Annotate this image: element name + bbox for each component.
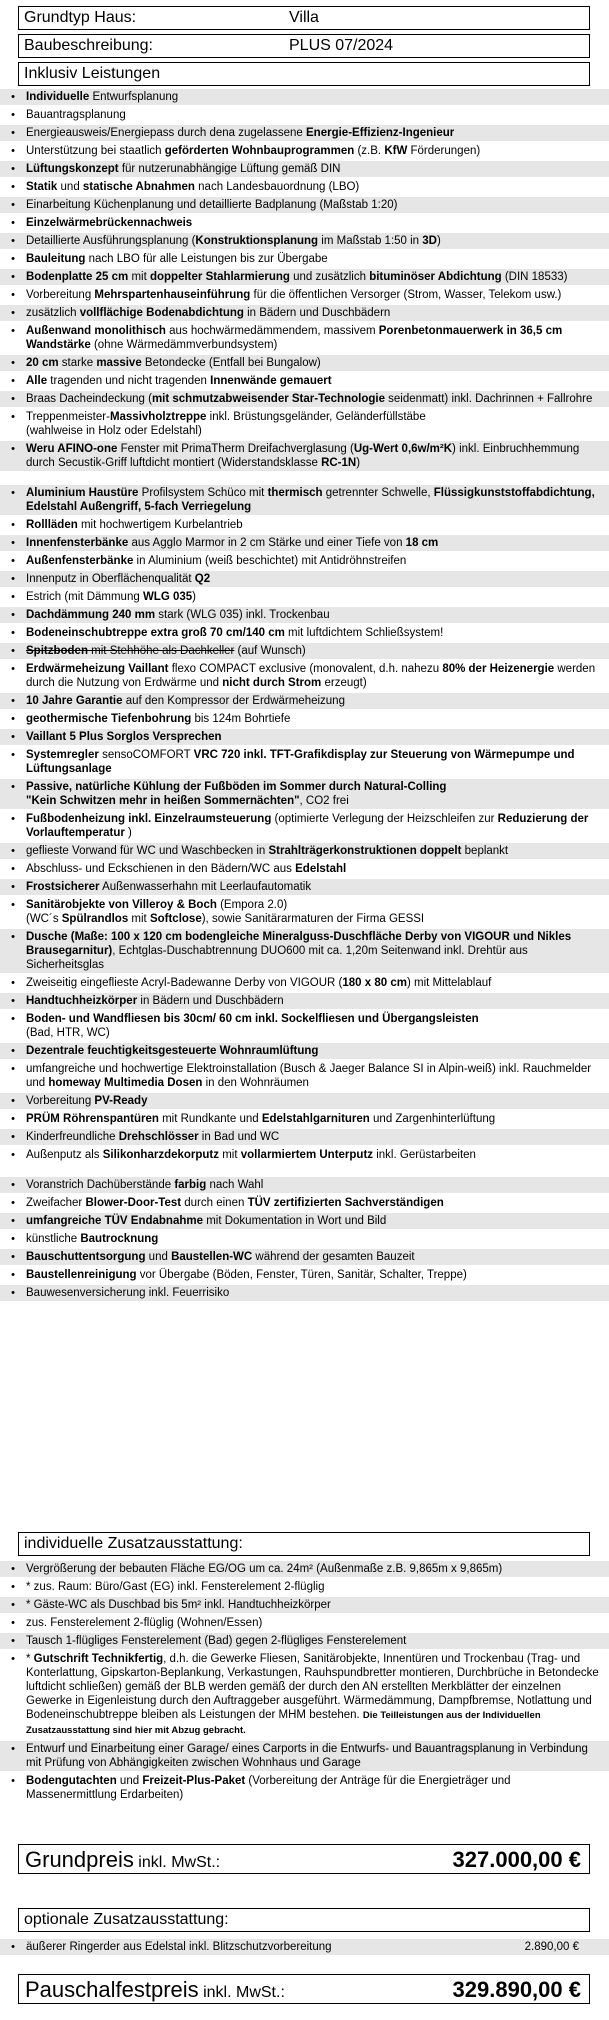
list-item-text: Bodeneinschubtreppe extra groß 70 cm/140 cm mit luftdichtem Schließsystem! (26, 627, 444, 639)
list-item (0, 693, 609, 711)
list-item-text: künstliche Bautrocknung (26, 1233, 159, 1245)
grundtyp-value: Villa (289, 9, 319, 26)
bullet-icon: • (11, 977, 15, 989)
list-item-text: Statik und statische Abnahmen nach Landesbauordnung (LBO) (26, 181, 360, 193)
list-item (0, 589, 609, 607)
list-item-text: umfangreiche TÜV Endabnahme mit Dokumentation in Wort und Bild (26, 1215, 387, 1227)
list-item-text: * Gäste-WC als Duschbad bis 5m² inkl. Handtuchheizkörper (26, 1599, 331, 1611)
list-item-text: Dezentrale feuchtigkeitsgesteuerte Wohnraumlüftung (26, 1045, 319, 1057)
optional-item (0, 1939, 609, 1957)
bullet-icon: • (11, 1131, 15, 1143)
list-item (0, 233, 609, 251)
list-item-text: Rollläden mit hochwertigem Kurbelantrieb (26, 519, 243, 531)
list-item (0, 607, 609, 625)
list-item (0, 1741, 609, 1773)
bullet-icon: • (11, 1599, 15, 1611)
bullet-icon: • (11, 127, 15, 139)
bullet-icon: • (11, 1149, 15, 1161)
list-item-text: Aluminium Haustüre Profilsystem Schüco mit thermisch getrennter Schwelle, Flüssigkunststoffabdichtung, Edelstahl Außengriff, 5-fach Verriegelung (26, 487, 595, 513)
bullet-icon: • (11, 325, 15, 337)
list-item (0, 355, 609, 373)
list-spacer (0, 1165, 609, 1177)
list-item (0, 305, 609, 323)
list-item-text: Voranstrich Dachüberstände farbig nach Wahl (26, 1179, 264, 1191)
bullet-icon: • (11, 271, 15, 283)
list-item (0, 1129, 609, 1147)
list-item (0, 1651, 609, 1741)
list-item (0, 779, 609, 811)
list-item (0, 625, 609, 643)
bullet-icon: • (11, 487, 15, 499)
list-item (0, 553, 609, 571)
list-item (0, 269, 609, 287)
list-item-text: Außenputz als Silikonharzdekorputz mit vollarmiertem Unterputz inkl. Gerüstarbeiten (26, 1149, 476, 1161)
list-item (0, 215, 609, 233)
list-item (0, 323, 609, 355)
list-item-text: Einarbeitung Küchenplanung und detaillierte Badplanung (Maßstab 1:20) (26, 199, 398, 211)
list-item-text: Erdwärmeheizung Vaillant flexo COMPACT exclusive (monovalent, d.h. nahezu 80% der Heizenergie werden durch die Nutzung von Erdwärme und nicht durch Strom erzeugt) (26, 663, 596, 689)
list-item (0, 747, 609, 779)
bullet-icon: • (11, 695, 15, 707)
baubeschreibung-value: PLUS 07/2024 (289, 37, 394, 54)
bullet-icon: • (11, 217, 15, 229)
list-item-text: Detaillierte Ausführungsplanung (Konstruktionsplanung im Maßstab 1:50 in 3D) (26, 235, 441, 247)
individuell-title: individuelle Zusatzausstattung: (18, 1532, 590, 1556)
list-item (0, 1147, 609, 1165)
list-item-text: Braas Dacheindeckung (mit schmutzabweisender Star-Technologie seidenmatt) inkl. Dachrinnen + Fallrohre (26, 393, 593, 405)
list-item-text: Passive, natürliche Kühlung der Fußböden im Sommer durch Natural-Colling "Kein Schwitzen mehr in heißen Sommernächten", CO2 frei (26, 781, 447, 807)
list-item (0, 643, 609, 661)
bullet-icon: • (11, 1617, 15, 1629)
bullet-icon: • (11, 357, 15, 369)
grundpreis-suffix: inkl. MwSt.: (133, 1854, 221, 1871)
list-item-text: Zweiseitig eingeflieste Acryl-Badewanne Derby von VIGOUR (180 x 80 cm) mit Mittelablauf (26, 977, 492, 989)
list-item-text: Baustellenreinigung vor Übergabe (Böden, Fenster, Türen, Sanitär, Schalter, Treppe) (26, 1269, 467, 1281)
list-item (0, 1773, 609, 1805)
list-item (0, 535, 609, 553)
list-item (0, 1093, 609, 1111)
list-item-text: Boden- und Wandfliesen bis 30cm/ 60 cm inkl. Sockelfliesen und Übergangsleisten (Bad, HTR, WC) (26, 1013, 479, 1039)
list-item (0, 1633, 609, 1651)
list-item-text: PRÜM Röhrenspantüren mit Rundkante und Edelstahlgarnituren und Zargenhinterlüftung (26, 1113, 496, 1125)
list-item (0, 441, 609, 473)
list-item (0, 897, 609, 929)
bullet-icon: • (11, 1197, 15, 1209)
bullet-icon: • (11, 307, 15, 319)
baubeschreibung-row (18, 34, 590, 58)
list-item-text: Bauschuttentsorgung und Baustellen-WC während der gesamten Bauzeit (26, 1251, 415, 1263)
list-item (0, 1011, 609, 1043)
list-item-text: zus. Fensterelement 2-flüglig (Wohnen/Essen) (26, 1617, 263, 1629)
list-item-text: Weru AFINO-one Fenster mit PrimaTherm Dreifachverglasung (Ug-Wert 0,6w/m²K) inkl. Einbruchhemmung durch Secustik-Griff luftdicht montiert (Widerstandsklasse RC-1N) (26, 443, 580, 469)
list-item-text: Abschluss- und Eckschienen in den Bädern/WC aus Edelstahl (26, 863, 347, 875)
list-item-text: Bodenplatte 25 cm mit doppelter Stahlarmierung und zusätzlich bituminöser Abdichtung (DIN 18533) (26, 271, 568, 283)
list-item-text: * Gutschrift Technikfertig, d.h. die Gewerke Fliesen, Sanitärobjekte, Innentüren und Trockenbau (Trag- und Konterlattung, Gipskarton-Beplankung, Verkastungen, Rauhspundbretter montieren, Durchbrüche in Betondecke luftdicht schließen) gemäß der BLB werden gemäß der durch den AN erstellten Merkblätter der einzelnen Gewerke in Eigenleistung durch den Auftraggeber ausgeführt. Wärmedämmung, Dampfbremse, Notlattung und Bodeneinschubtreppe bleiben als Leistungen der MHM bestehen. Die Teilleistungen aus der Individuellen Zusatzausstattung sind hier mit Abzug gebracht. (26, 1653, 599, 1736)
bullet-icon: • (11, 537, 15, 549)
list-item-text: Estrich (mit Dämmung WLG 035) (26, 591, 196, 603)
list-item (0, 391, 609, 409)
list-item (0, 929, 609, 975)
bullet-icon: • (11, 881, 15, 893)
bullet-icon: • (11, 109, 15, 121)
list-item (0, 373, 609, 391)
bullet-icon: • (11, 1635, 15, 1647)
bullet-icon: • (11, 899, 15, 911)
list-item-text: 10 Jahre Garantie auf den Kompressor der Erdwärmeheizung (26, 695, 345, 707)
list-item-text: Individuelle Entwurfsplanung (26, 91, 179, 103)
list-item-text: Bodengutachten und Freizeit-Plus-Paket (Vorbereitung der Anträge für die Energieträger und Massenermittlung Erdarbeiten) (26, 1775, 511, 1801)
list-item (0, 107, 609, 125)
bullet-icon: • (11, 1775, 15, 1787)
bullet-icon: • (11, 1581, 15, 1593)
grundpreis-row (18, 1844, 590, 1874)
bullet-icon: • (11, 1215, 15, 1227)
bullet-icon: • (11, 199, 15, 211)
list-item-text: geothermische Tiefenbohrung bis 124m Bohrtiefe (26, 713, 291, 725)
bullet-icon: • (11, 1743, 15, 1755)
list-item (0, 1561, 609, 1579)
bullet-icon: • (11, 1095, 15, 1107)
list-item-text: Bauantragsplanung (26, 109, 126, 121)
list-item-text: Systemregler sensoCOMFORT VRC 720 inkl. TFT-Grafikdisplay zur Steuerung von Wärmepumpe und Lüftungsanlage (26, 749, 575, 775)
list-item (0, 879, 609, 897)
list-item (0, 861, 609, 879)
list-item-text: Frostsicherer Außenwasserhahn mit Leerlaufautomatik (26, 881, 312, 893)
list-item-text: Energieausweis/Energiepass durch dena zugelassene Energie-Effizienz-Ingenieur (26, 127, 455, 139)
list-item (0, 251, 609, 269)
bullet-icon: • (11, 1269, 15, 1281)
pauschalpreis-suffix: inkl. MwSt.: (198, 1984, 285, 2001)
list-item-text: Dachdämmung 240 mm stark (WLG 035) inkl. Trockenbau (26, 609, 330, 621)
list-item (0, 1213, 609, 1231)
bullet-icon: • (11, 995, 15, 1007)
bullet-icon: • (11, 163, 15, 175)
bullet-icon: • (11, 845, 15, 857)
list-item (0, 729, 609, 747)
list-item (0, 571, 609, 589)
bullet-icon: • (11, 609, 15, 621)
bullet-icon: • (11, 749, 15, 761)
list-item-text: umfangreiche und hochwertige Elektroinstallation (Busch & Jaeger Balance SI in Alpin-weiß) inkl. Rauchmelder und homeway Multimedia Dosen in den Wohnräumen (26, 1063, 592, 1089)
bullet-icon: • (11, 663, 15, 675)
list-item (0, 1267, 609, 1285)
list-item (0, 711, 609, 729)
pauschalpreis-amount: 329.890,00 € (452, 1977, 581, 2002)
list-item (0, 1177, 609, 1195)
list-item-text: Außenfensterbänke in Aluminium (weiß beschichtet) mit Antidröhnstreifen (26, 555, 407, 567)
bullet-icon: • (11, 253, 15, 265)
bullet-icon: • (11, 1063, 15, 1075)
list-item (0, 1195, 609, 1213)
bullet-icon: • (11, 393, 15, 405)
bullet-icon: • (11, 1113, 15, 1125)
list-item (0, 287, 609, 305)
list-item (0, 485, 609, 517)
list-item-text: Vaillant 5 Plus Sorglos Versprechen (26, 731, 222, 743)
bullet-icon: • (11, 91, 15, 103)
bullet-icon: • (11, 1233, 15, 1245)
list-item-text: Innenputz in Oberflächenqualität Q2 (26, 573, 211, 585)
bullet-icon: • (11, 145, 15, 157)
individuell-list (0, 1561, 609, 1805)
list-item (0, 811, 609, 843)
bullet-icon: • (11, 931, 15, 943)
list-item-text: Handtuchheizkörper in Bädern und Duschbädern (26, 995, 284, 1007)
bullet-icon: • (11, 863, 15, 875)
list-item (0, 1043, 609, 1061)
bullet-icon: • (11, 375, 15, 387)
bullet-icon: • (11, 181, 15, 193)
bullet-icon: • (11, 411, 15, 423)
list-item-text: Bauwesenversicherung inkl. Feuerrisiko (26, 1287, 230, 1299)
list-item-text: Außenwand monolithisch aus hochwärmedämmendem, massivem Porenbetonmauerwerk in 36,5 cm Wandstärke (ohne Wärmedämmverbundsystem) (26, 325, 563, 351)
bullet-icon: • (11, 443, 15, 455)
bullet-icon: • (11, 573, 15, 585)
pauschalpreis-label: Pauschalfestpreis (25, 1977, 199, 2002)
bullet-icon: • (11, 731, 15, 743)
optional-item-price: 2.890,00 € (524, 1941, 579, 1953)
pauschalpreis-label-wrap (25, 1977, 285, 2006)
list-item (0, 143, 609, 161)
list-item-text: Vorbereitung Mehrspartenhauseinführung für die öffentlichen Versorger (Strom, Wasser, Telekom usw.) (26, 289, 562, 301)
bullet-icon: • (11, 781, 15, 793)
list-item-text: geflieste Vorwand für WC und Waschbecken in Strahlträgerkonstruktionen doppelt beplankt (26, 845, 509, 857)
list-item-text: Sanitärobjekte von Villeroy & Boch (Empora 2.0) (WC´s Spülrandlos mit Softclose), sowie Sanitärarmaturen der Firma GESSI (26, 899, 425, 925)
baubeschreibung-label: Baubeschreibung: (24, 37, 153, 54)
bullet-icon: • (11, 1563, 15, 1575)
bullet-icon: • (11, 1045, 15, 1057)
optional-title: optionale Zusatzausstattung: (18, 1908, 590, 1932)
list-item (0, 1061, 609, 1093)
inklusiv-list (0, 89, 609, 1303)
list-item (0, 161, 609, 179)
list-item-text: zusätzlich vollflächige Bodenabdichtung in Bädern und Duschbädern (26, 307, 391, 319)
list-item-text: Vorbereitung PV-Ready (26, 1095, 148, 1107)
list-item (0, 1615, 609, 1633)
list-item (0, 125, 609, 143)
grundpreis-label-wrap (25, 1847, 220, 1876)
bullet-icon: • (11, 713, 15, 725)
list-item (0, 1285, 609, 1303)
bullet-icon: • (11, 1653, 15, 1665)
list-item (0, 1597, 609, 1615)
list-item-text: Innenfensterbänke aus Agglo Marmor in 2 cm Stärke und einer Tiefe von 18 cm (26, 537, 439, 549)
bullet-icon: • (11, 627, 15, 639)
list-item-text: Dusche (Maße: 100 x 120 cm bodengleiche Mineralguss-Duschfläche Derby von VIGOUR und Nikles Brausegarnitur), Echtglas-Duschabtrennung DUO600 mit ca. 1,20m Seitenwand inkl. Drehtür aus Sicherheitsglas (26, 931, 572, 971)
list-item (0, 993, 609, 1011)
list-item (0, 1231, 609, 1249)
inklusiv-title: Inklusiv Leistungen (18, 62, 590, 86)
bullet-icon: • (11, 645, 15, 657)
list-item-text: Tausch 1-flügliges Fensterelement (Bad) gegen 2-flügliges Fensterelement (26, 1635, 407, 1647)
list-item-text: Entwurf und Einarbeitung einer Garage/ eines Carports in die Entwurfs- und Bauantragsplanung in Verbindung mit Prüfung von Abhängigkeiten zwischen Wohnhaus und Garage (26, 1743, 588, 1769)
list-item (0, 661, 609, 693)
bullet-icon: • (11, 1251, 15, 1263)
list-item (0, 409, 609, 441)
bullet-icon: • (11, 1941, 15, 1953)
list-item-text: Bauleitung nach LBO für alle Leistungen bis zur Übergabe (26, 253, 328, 265)
pauschalpreis-row (18, 1974, 590, 2004)
list-item (0, 975, 609, 993)
bullet-icon: • (11, 289, 15, 301)
list-item (0, 179, 609, 197)
grundtyp-row (18, 6, 590, 30)
list-item-text: Unterstützung bei staatlich geförderten Wohnbauprogrammen (z.B. KfW Förderungen) (26, 145, 481, 157)
list-spacer (0, 473, 609, 485)
bullet-icon: • (11, 1013, 15, 1025)
list-item (0, 843, 609, 861)
grundpreis-label: Grundpreis (25, 1847, 134, 1872)
list-item-text: Treppenmeister-Massivholztreppe inkl. Brüstungsgeländer, Geländerfüllstäbe (wahlweise in Holz oder Edelstahl) (26, 411, 426, 437)
bullet-icon: • (11, 555, 15, 567)
bullet-icon: • (11, 1179, 15, 1191)
bullet-icon: • (11, 813, 15, 825)
bullet-icon: • (11, 1287, 15, 1299)
list-item (0, 1249, 609, 1267)
list-item (0, 517, 609, 535)
list-item-text: Kinderfreundliche Drehschlösser in Bad und WC (26, 1131, 280, 1143)
list-item-text: Alle tragenden und nicht tragenden Innenwände gemauert (26, 375, 332, 387)
list-item (0, 89, 609, 107)
list-item-text: Einzelwärmebrückennachweis (26, 217, 193, 229)
list-item-text: Vergrößerung der bebauten Fläche EG/OG um ca. 24m² (Außenmaße z.B. 9,865m x 9,865m) (26, 1563, 503, 1575)
list-item-text: Spitzboden mit Stehhöhe als Dachkeller (auf Wunsch) (26, 645, 306, 657)
grundpreis-amount: 327.000,00 € (452, 1847, 581, 1872)
bullet-icon: • (11, 519, 15, 531)
bullet-icon: • (11, 591, 15, 603)
list-item-text: * zus. Raum: Büro/Gast (EG) inkl. Fensterelement 2-flüglig (26, 1581, 325, 1593)
optional-item-text: äußerer Ringerder aus Edelstal inkl. Blitzschutzvorbereitung (26, 1941, 332, 1953)
list-item (0, 1111, 609, 1129)
list-item-text: Lüftungskonzept für nutzerunabhängige Lüftung gemäß DIN (26, 163, 341, 175)
list-item-text: 20 cm starke massive Betondecke (Entfall bei Bungalow) (26, 357, 321, 369)
list-item-text: Fußbodenheizung inkl. Einzelraumsteuerung (optimierte Verlegung der Heizschleifen zur Reduzierung der Vorlauftemperatur ) (26, 813, 589, 839)
list-item-text: Zweifacher Blower-Door-Test durch einen TÜV zertifizierten Sachverständigen (26, 1197, 444, 1209)
list-item (0, 1579, 609, 1597)
list-item (0, 197, 609, 215)
grundtyp-label: Grundtyp Haus: (24, 9, 137, 26)
bullet-icon: • (11, 235, 15, 247)
